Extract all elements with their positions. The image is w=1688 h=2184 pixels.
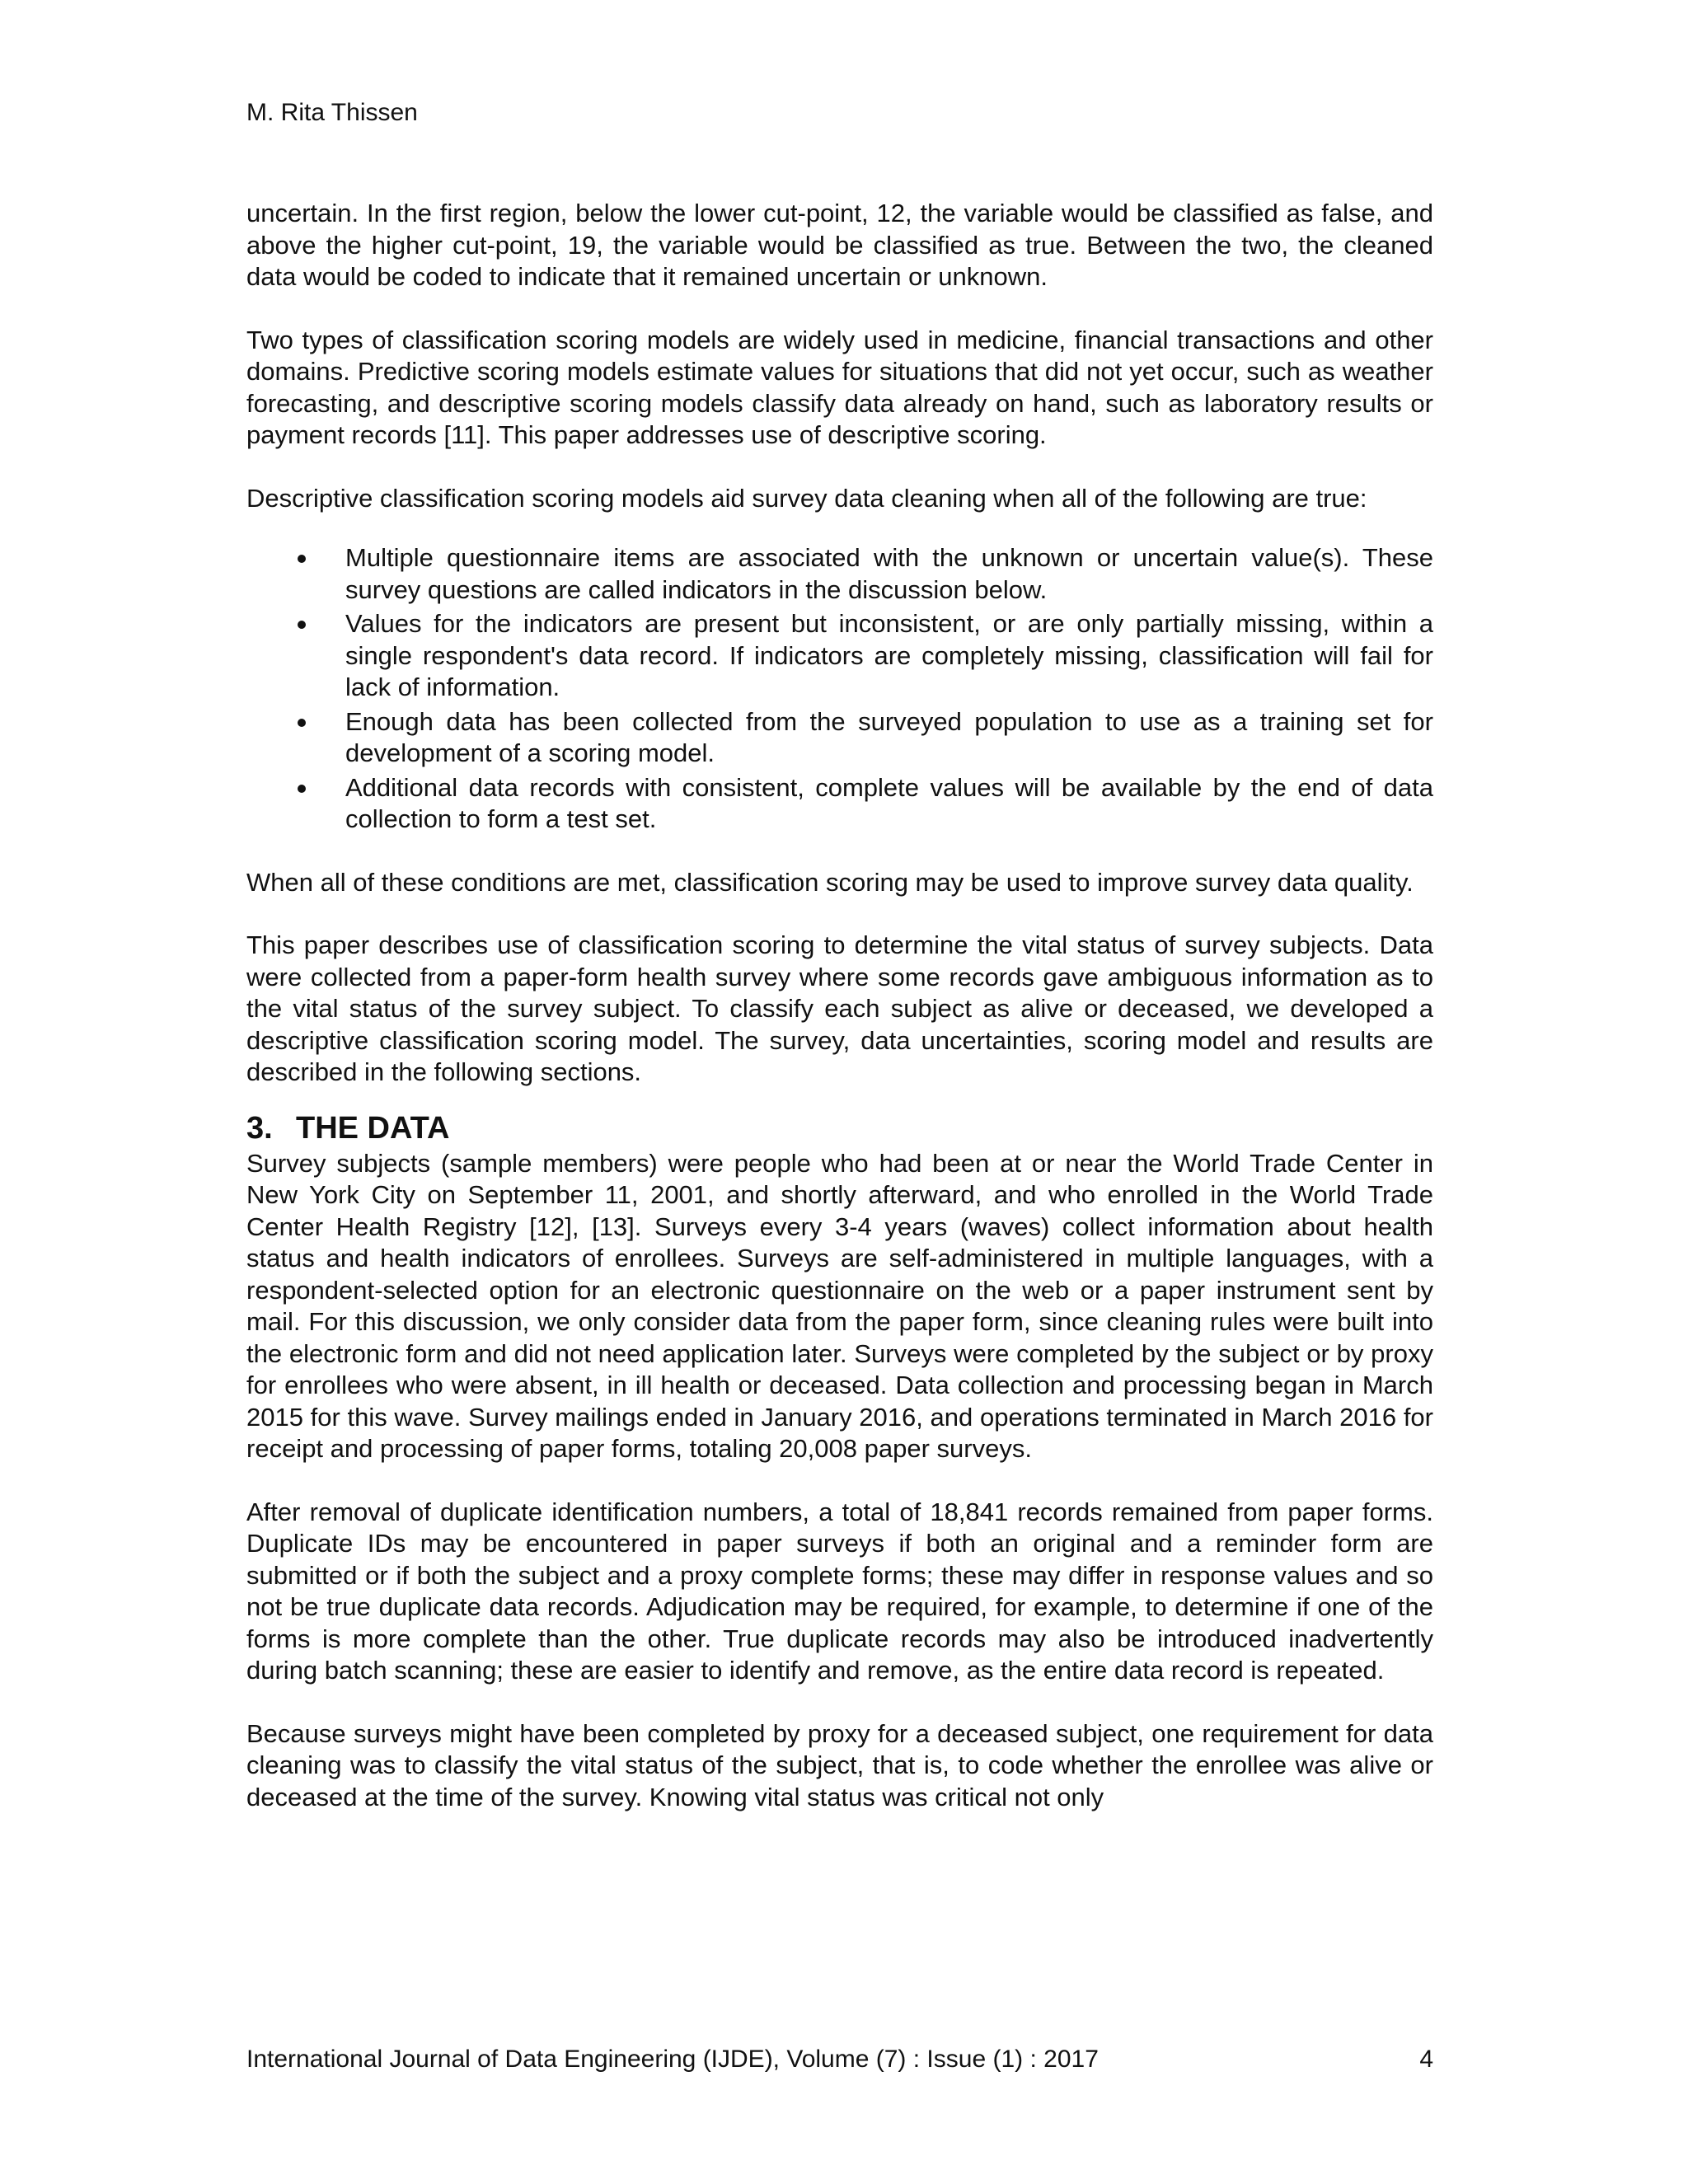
paragraph: When all of these conditions are met, classification scoring may be used to improve survey data quality. bbox=[246, 867, 1414, 897]
page-number: 4 bbox=[1419, 2046, 1433, 2073]
list-item-text: Enough data has been collected from the surveyed population to use as a training set for development of a scoring model. bbox=[345, 706, 1433, 767]
list-item-text: Multiple questionnaire items are associated with the unknown or uncertain value(s). These survey questions are called indicators in the discussion below. bbox=[345, 543, 1433, 604]
conditions-list bbox=[246, 542, 1433, 836]
running-header-author: M. Rita Thissen bbox=[246, 99, 418, 126]
list-item bbox=[246, 608, 1433, 704]
paragraph: Two types of classification scoring models are widely used in medicine, financial transactions and other domains. Predictive scoring models estimate values for situations that did not yet occur, such as weather forecasting, and descriptive scoring models classify data already on hand, such as laboratory results or payment records [11]. This paper addresses use of descriptive scoring. bbox=[246, 325, 1433, 449]
page-footer bbox=[246, 2044, 1433, 2075]
paragraph: This paper describes use of classification scoring to determine the vital status of survey subjects. Data were collected from a paper-form health survey where some records gave ambiguous information as to the vital status of the survey subject. To classify each subject as alive or deceased, we developed a descriptive classification scoring model. The survey, data uncertainties, scoring model and results are described in the following sections. bbox=[246, 930, 1433, 1086]
list-item-text: Additional data records with consistent, complete values will be available by the end of data collection to form a test set. bbox=[345, 772, 1433, 833]
paragraph: Descriptive classification scoring models aid survey data cleaning when all of the following are true: bbox=[246, 483, 1367, 513]
list-item bbox=[246, 706, 1433, 770]
list-item bbox=[246, 772, 1433, 836]
bullet-icon bbox=[298, 785, 306, 793]
footer-journal: International Journal of Data Engineering (IJDE), Volume (7) : Issue (1) : 2017 bbox=[246, 2046, 1099, 2073]
paragraph: uncertain. In the first region, below the lower cut-point, 12, the variable would be classified as false, and above the higher cut-point, 19, the variable would be classified as true. Between the two, the cleaned data would be coded to indicate that it remained uncertain or unknown. bbox=[246, 199, 1433, 291]
paragraph: Because surveys might have been completed by proxy for a deceased subject, one requirement for data cleaning was to classify the vital status of the subject, that is, to code whether the enrollee was alive or deceased at the time of the survey. Knowing vital status was critical not only bbox=[246, 1718, 1433, 1811]
bullet-icon bbox=[298, 621, 306, 629]
section-title: THE DATA bbox=[296, 1110, 450, 1146]
list-item bbox=[246, 542, 1433, 606]
paragraph: Survey subjects (sample members) were people who had been at or near the World Trade Center in New York City on September 11, 2001, and shortly afterward, and who enrolled in the World Trade Center Health Registry [12], [13]. Surveys every 3-4 years (waves) collect information about health status and health indicators of enrollees. Surveys are self-administered in multiple languages, with a respondent-selected option for an electronic questionnaire on the web or a paper instrument sent by mail. For this discussion, we only consider data from the paper form, since cleaning rules were built into the electronic form and did not need application later. Surveys were completed by the subject or by proxy for enrollees who were absent, in ill health or deceased. Data collection and processing began in March 2015 for this wave. Survey mailings ended in January 2016, and operations terminated in March 2016 for receipt and processing of paper forms, totaling 20,008 paper surveys. bbox=[246, 1148, 1433, 1463]
section-number: 3. bbox=[246, 1110, 273, 1146]
paragraph: After removal of duplicate identification numbers, a total of 18,841 records remained from paper forms. Duplicate IDs may be encountered in paper surveys if both an original and a reminder form are submitted or if both the subject and a proxy complete forms; these may differ in response values and so not be true duplicate data records. Adjudication may be required, for example, to determine if one of the forms is more complete than the other. True duplicate records may also be introduced inadvertently during batch scanning; these are easier to identify and remove, as the entire data record is repeated. bbox=[246, 1497, 1433, 1685]
body-content bbox=[246, 198, 1433, 1844]
bullet-icon bbox=[298, 555, 306, 563]
list-item-text: Values for the indicators are present but inconsistent, or are only partially missing, within a single respondent's data record. If indicators are completely missing, classification will fail for lack of information. bbox=[345, 609, 1433, 701]
bullet-icon bbox=[298, 719, 306, 727]
section-heading bbox=[246, 1108, 1433, 1148]
